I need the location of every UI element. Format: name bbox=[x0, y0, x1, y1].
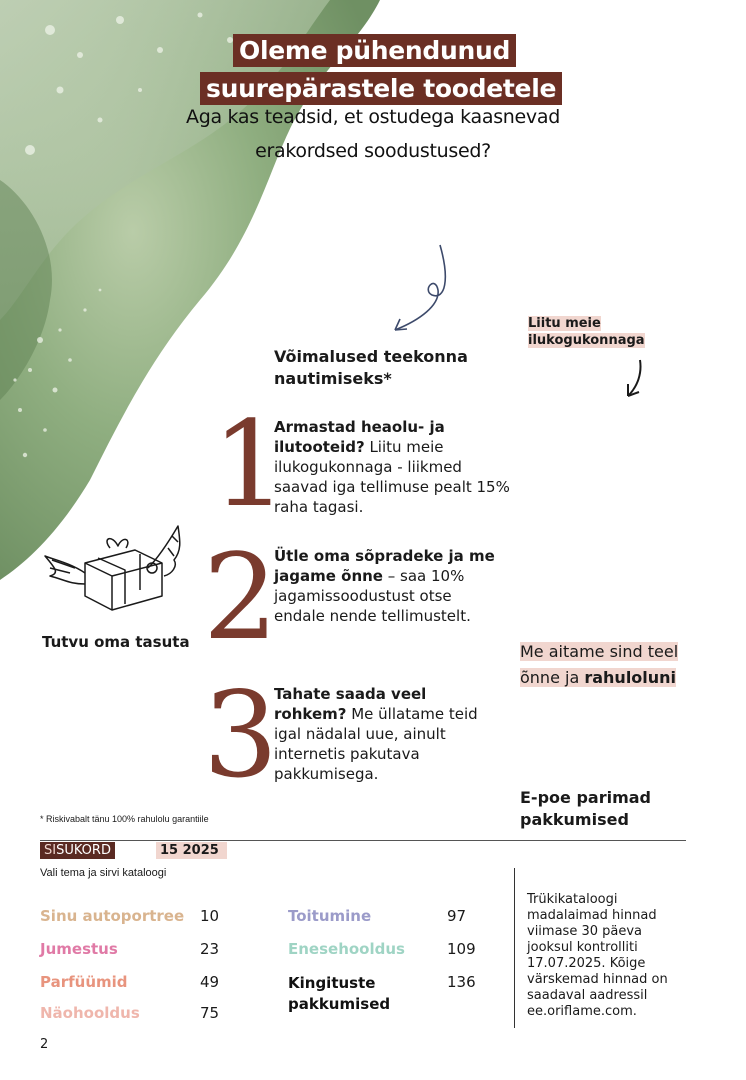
flying-gift-icon bbox=[40, 518, 190, 618]
join-community-note: Liitu meie ilukogukonnaga bbox=[528, 316, 645, 348]
eshop-offers-note: E-poe parimad pakkumised bbox=[520, 788, 651, 829]
section-heading: Võimalused teekonna nautimiseks* bbox=[274, 347, 468, 388]
toc-page-autoportree: 10 bbox=[200, 907, 220, 925]
down-arrow-icon bbox=[620, 358, 650, 402]
toc-item-autoportree[interactable]: Sinu autoportree bbox=[40, 907, 185, 925]
title-line-1: Oleme pühendunud bbox=[233, 34, 516, 67]
toc-page-naohooldus: 75 bbox=[200, 1004, 220, 1022]
price-note: Trükikataloogi madalaimad hinnad viimase 30 päeva jooksul kontrolliti 17.07.2025. Kõige värskemad hinnad on saadaval aadressil ee.oriflame.com. bbox=[527, 892, 668, 1019]
footnote: * Riskivabalt tänu 100% rahulolu garantiile bbox=[40, 814, 209, 824]
subtitle-line-1: Aga kas teadsid, et ostudega kaasnevad bbox=[186, 106, 560, 128]
page-number: 2 bbox=[40, 1037, 49, 1052]
curly-arrow-icon bbox=[380, 240, 460, 340]
toc-page-jumestus: 23 bbox=[200, 940, 220, 958]
title-line-2: suurepärastele toodetele bbox=[200, 72, 562, 105]
step-text-2: Ütle oma sõpradeke ja me jagame õnne – saa 10% jagamissoodustust otse endale nende tellimustelt. bbox=[274, 547, 495, 625]
toc-item-parfyymid[interactable]: Parfüümid bbox=[40, 973, 128, 991]
toc-hint: Vali tema ja sirvi kataloogi bbox=[40, 867, 167, 879]
subtitle-line-2: erakordsed soodustused? bbox=[255, 140, 491, 162]
step-number-1: 1 bbox=[212, 395, 288, 533]
toc-page-enesehooldus: 109 bbox=[447, 940, 476, 958]
step-number-2: 2 bbox=[203, 528, 279, 666]
toc-vertical-divider bbox=[514, 868, 515, 1028]
step-text-1: Armastad heaolu- ja ilutooteid? Liitu meie ilukogukonnaga - liikmed saavad iga tellimuse pealt 15% raha tagasi. bbox=[274, 418, 510, 516]
toc-page-kingituste: 136 bbox=[447, 973, 476, 991]
gift-label: Tutvu oma tasuta bbox=[42, 633, 190, 651]
toc-issue: 15 2025 bbox=[156, 842, 227, 859]
toc-item-kingituste[interactable]: Kingituste pakkumised bbox=[288, 974, 391, 1013]
toc-item-jumestus[interactable]: Jumestus bbox=[40, 940, 118, 958]
step-number-3: 3 bbox=[203, 666, 279, 804]
step-text-3: Tahate saada veel rohkem? Me üllatame teid igal nädalal uue, ainult internetis pakutava pakkumisega. bbox=[274, 685, 478, 783]
toc-item-naohooldus[interactable]: Näohooldus bbox=[40, 1004, 140, 1022]
toc-item-toitumine[interactable]: Toitumine bbox=[288, 907, 372, 925]
toc-divider bbox=[40, 840, 686, 841]
toc-label: SISUKORD bbox=[40, 842, 115, 859]
toc-page-toitumine: 97 bbox=[447, 907, 467, 925]
help-note: Me aitame sind teel õnne ja rahuloluni bbox=[520, 642, 679, 687]
toc-page-parfyymid: 49 bbox=[200, 973, 220, 991]
toc-item-enesehooldus[interactable]: Enesehooldus bbox=[288, 940, 405, 958]
